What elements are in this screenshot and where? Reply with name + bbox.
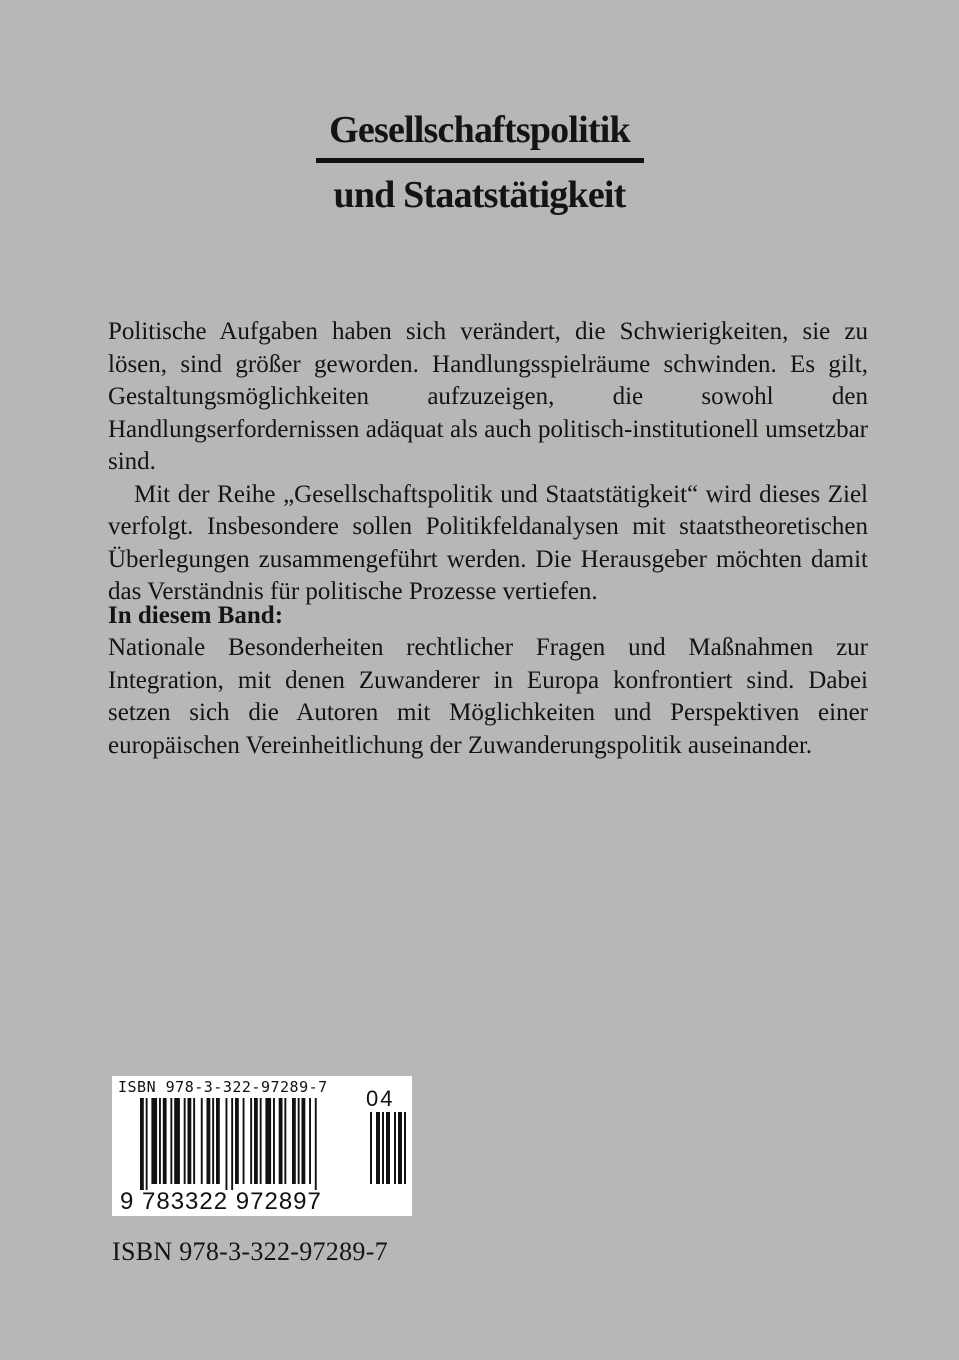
series-title: [0, 108, 959, 217]
barcode-isbn-label: ISBN 978-3-322-97289-7: [118, 1078, 328, 1096]
blurb-paragraph-1: Politische Aufgaben haben sich verändert, die Schwierigkeiten, sie zu lösen, sind größer geworden. Handlungsspielräume schwinden. Es gilt, Gestaltungsmöglichkeiten aufzuzeigen, die sowohl den Handlungserfordernissen adäquat als auch politisch-institutionell umsetzbar sind.: [108, 318, 868, 475]
barcode-bar: [273, 1098, 275, 1184]
barcode-bar: [159, 1098, 161, 1184]
barcode-bar: [386, 1112, 390, 1184]
barcode-bar: [235, 1098, 239, 1184]
barcode-bar: [226, 1098, 228, 1190]
barcode-bar: [370, 1112, 372, 1184]
barcode-bar: [163, 1098, 167, 1184]
series-title-line1: Gesellschaftspolitik: [329, 109, 630, 151]
barcode-ean-digits: 9 783322 972897: [120, 1188, 322, 1215]
barcode-bar: [404, 1112, 406, 1184]
title-rule: [316, 158, 644, 163]
barcode-bar: [394, 1112, 396, 1184]
barcode-bar: [188, 1098, 192, 1184]
series-title-line2: und Staatstätigkeit: [333, 174, 626, 216]
barcode-bar: [174, 1098, 180, 1184]
isbn-text: ISBN 978-3-322-97289-7: [112, 1237, 388, 1266]
barcode: [112, 1076, 412, 1216]
band-description: Nationale Besonderheiten rechtlicher Fragen und Maßnahmen zur Integration, mit denen Zuwanderer in Europa konfrontiert sind. Dabei setzen sich die Autoren mit Möglichkeiten und Perspektiven einer europäischen Vereinheitlichung der Zuwanderungspolitik auseinander.: [108, 634, 868, 759]
barcode-bar: [216, 1098, 220, 1184]
barcode-bar: [254, 1098, 258, 1184]
barcode-bar: [376, 1112, 380, 1184]
barcode-bar: [302, 1098, 306, 1184]
barcode-bar: [140, 1098, 144, 1190]
barcode-bar: [309, 1098, 311, 1184]
barcode-bar: [207, 1098, 211, 1184]
barcode-bar: [201, 1098, 203, 1184]
barcode-bar: [184, 1098, 186, 1184]
barcode-addon-digits: 04: [366, 1086, 395, 1111]
barcode-bar: [260, 1098, 262, 1184]
barcode-bar: [250, 1098, 252, 1184]
barcode-bar: [292, 1098, 296, 1184]
band-heading: In diesem Band:: [108, 602, 284, 629]
series-blurb: [108, 316, 868, 609]
barcode-bar: [279, 1098, 283, 1184]
barcode-bar: [315, 1098, 317, 1190]
barcode-bar: [151, 1098, 157, 1184]
barcode-bar: [170, 1098, 172, 1184]
blurb-paragraph-2: Mit der Reihe „Gesellschaftspolitik und Staatstätigkeit“ wird dieses Ziel verfolgt. Insbesondere sollen Politikfeldanalysen mit staatstheoretischen Überlegungen zusammengeführt werden. Die Herausgeber möchten damit das Verständnis für politische Prozesse vertiefen.: [108, 480, 868, 605]
barcode-bar: [193, 1098, 195, 1184]
barcode-bar: [298, 1098, 300, 1184]
barcode-bar: [382, 1112, 384, 1184]
barcode-bar: [212, 1098, 214, 1184]
barcode-bar: [146, 1098, 148, 1190]
barcode-bar: [231, 1098, 233, 1190]
barcode-bar: [398, 1112, 402, 1184]
barcode-bar: [243, 1098, 245, 1184]
barcode-bar: [265, 1098, 271, 1184]
barcode-bar: [284, 1098, 286, 1184]
